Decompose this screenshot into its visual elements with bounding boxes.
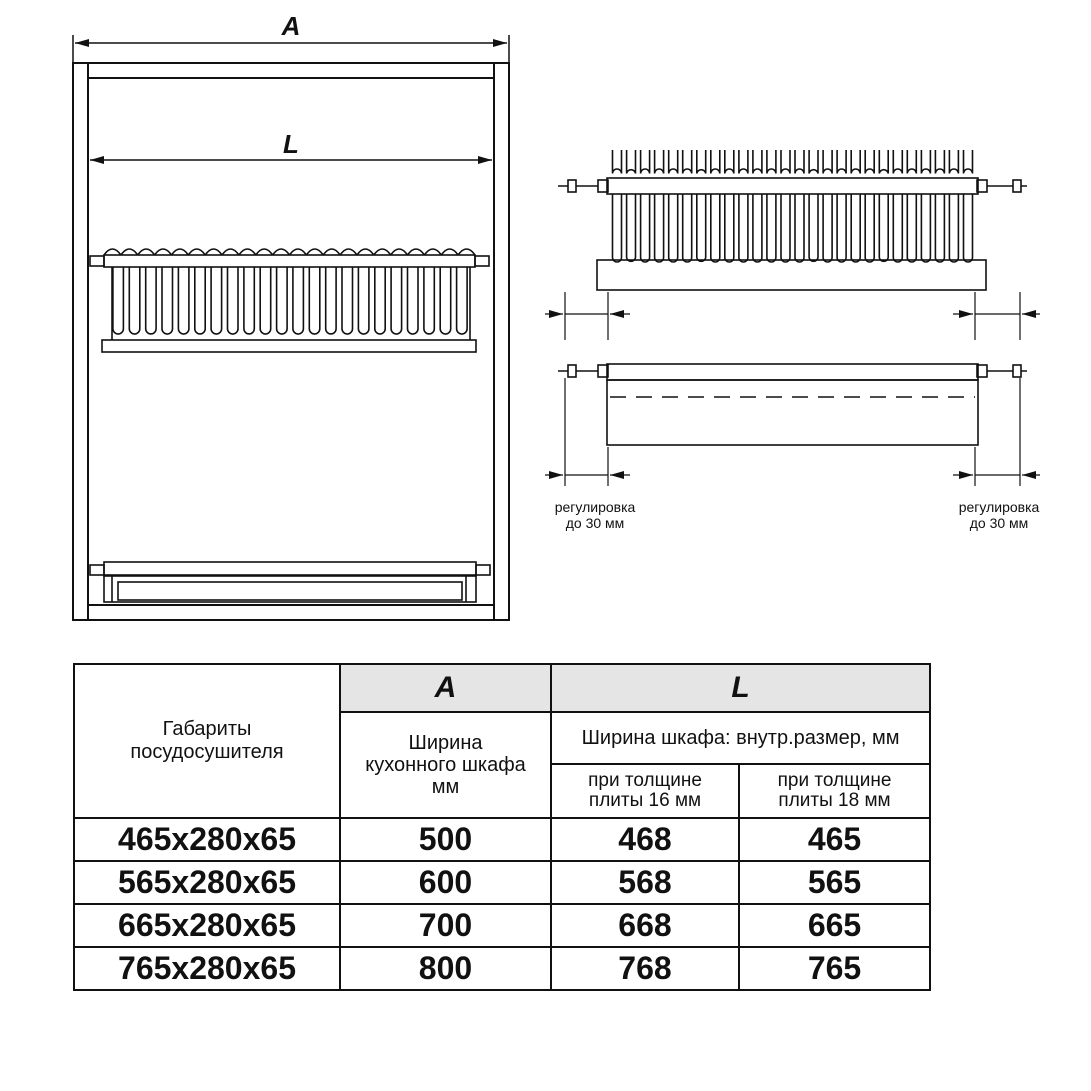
- tray-side-view: [558, 364, 1027, 445]
- column-l-subheader: Ширина шкафа: внутр.размер, мм: [551, 712, 930, 764]
- size-cell: 565x280x65: [74, 861, 340, 904]
- column-l18-subheader: [739, 764, 930, 818]
- plate-rack-upper: [90, 249, 489, 352]
- table-row: [74, 818, 930, 861]
- table-row: [74, 947, 930, 990]
- l16-cell: 568: [551, 861, 739, 904]
- adjustment-note-left: [545, 499, 645, 531]
- corner-label-line1: Габариты: [162, 718, 252, 740]
- a-cell: 500: [340, 818, 551, 861]
- column-a-subheader-line3: мм: [431, 776, 460, 798]
- column-l18-subheader-line1: при толщине: [777, 770, 892, 791]
- corner-label-line2: посудосушителя: [130, 741, 284, 763]
- column-l16-subheader-line2: плиты 16 мм: [588, 790, 702, 811]
- column-a-header: A: [340, 664, 551, 712]
- drip-tray-lower: [90, 562, 490, 602]
- l16-cell: 668: [551, 904, 739, 947]
- column-l-header: L: [551, 664, 930, 712]
- rack-side-view: [558, 150, 1027, 290]
- column-l16-subheader: [551, 764, 739, 818]
- adjustment-dimension-lower: [545, 378, 1040, 486]
- column-l18-subheader-line2: плиты 18 мм: [778, 790, 891, 811]
- a-cell: 800: [340, 947, 551, 990]
- dimension-l-label: L: [283, 129, 299, 159]
- a-cell: 600: [340, 861, 551, 904]
- adjustment-note-left-line2: до 30 мм: [565, 515, 625, 531]
- adjustment-note-left-line1: регулировка: [554, 499, 636, 515]
- adjustment-note-right: [949, 499, 1049, 531]
- l18-cell: 665: [739, 904, 930, 947]
- corner-label: [74, 664, 340, 818]
- column-a-subheader-line1: Ширина: [408, 732, 483, 754]
- a-cell: 700: [340, 904, 551, 947]
- l18-cell: 565: [739, 861, 930, 904]
- l16-cell: 768: [551, 947, 739, 990]
- column-a-subheader: [340, 712, 551, 818]
- table-row: [74, 861, 930, 904]
- size-cell: 765x280x65: [74, 947, 340, 990]
- dimensions-table: [73, 663, 931, 991]
- l18-cell: 465: [739, 818, 930, 861]
- dimension-a-label: A: [281, 11, 301, 41]
- table-row: [74, 904, 930, 947]
- column-a-subheader-line2: кухонного шкафа: [365, 754, 526, 776]
- l18-cell: 765: [739, 947, 930, 990]
- adjustment-note-right-line2: до 30 мм: [969, 515, 1029, 531]
- column-l16-subheader-line1: при толщине: [588, 770, 702, 791]
- size-cell: 465x280x65: [74, 818, 340, 861]
- adjustment-note-right-line1: регулировка: [958, 499, 1040, 515]
- size-cell: 665x280x65: [74, 904, 340, 947]
- l16-cell: 468: [551, 818, 739, 861]
- adjustment-dimension-upper: [545, 292, 1040, 340]
